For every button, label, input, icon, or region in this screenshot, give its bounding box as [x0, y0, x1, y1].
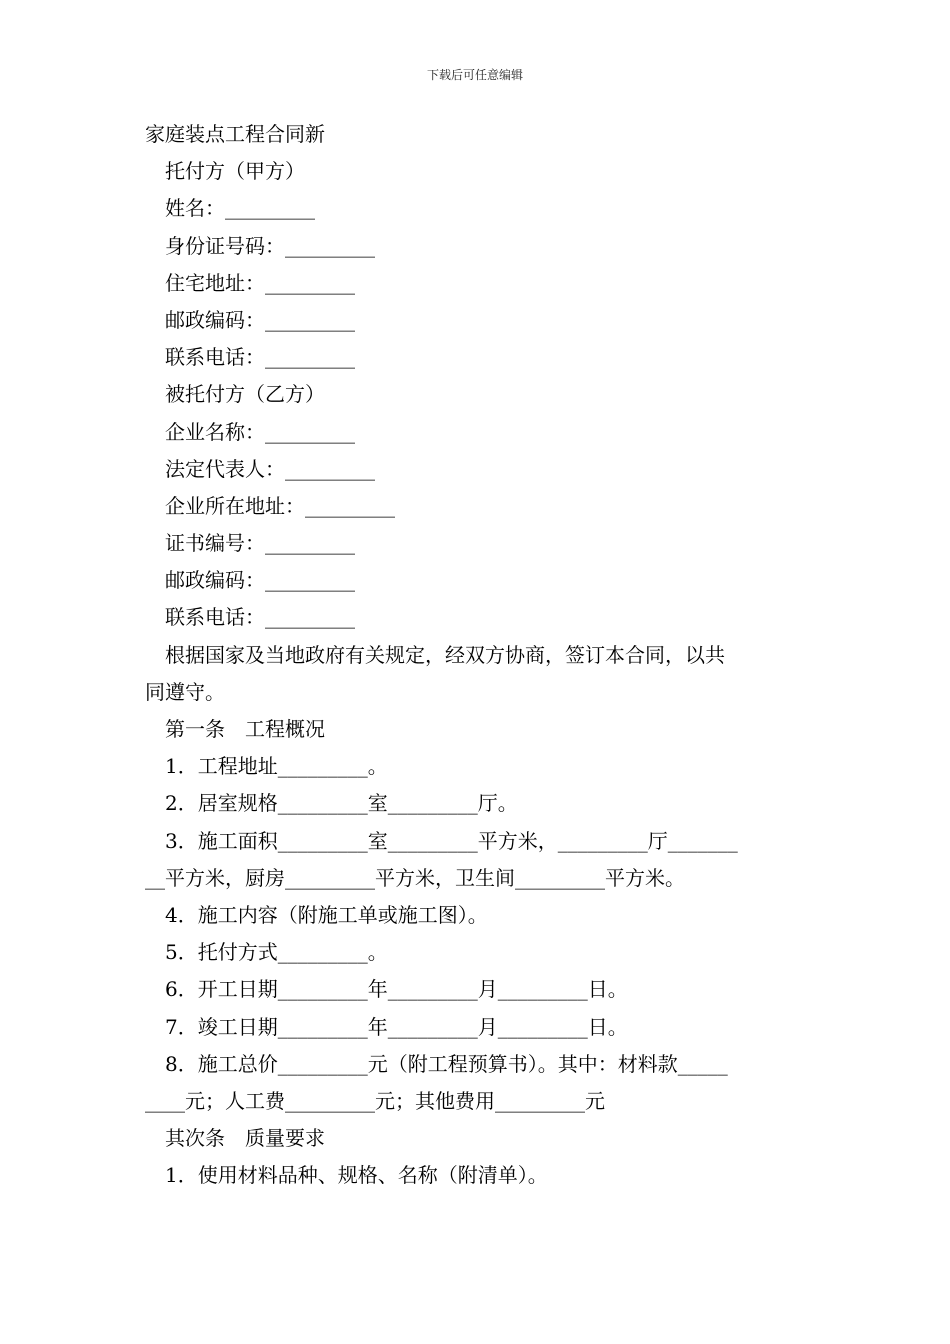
article-1-item-continued: ____元；人工费_________元；其他费用_________元	[145, 1088, 605, 1113]
party-a-id-field: 身份证号码：_________	[165, 233, 375, 258]
party-a-heading: 托付方（甲方）	[165, 159, 305, 184]
preamble-line-2: 同遵守。	[145, 679, 225, 704]
article-1-item: 7．竣工日期_________年_________月_________日。	[165, 1014, 628, 1039]
article-2-item: 1．使用材料品种、规格、名称（附清单）。	[165, 1163, 548, 1188]
article-1-item: 1．工程地址_________。	[165, 754, 388, 779]
article-1-item: 4．施工内容（附施工单或施工图）。	[165, 902, 488, 927]
party-b-postcode-field: 邮政编码：_________	[165, 568, 355, 593]
article-2-heading: 其次条 质量要求	[165, 1126, 325, 1151]
party-b-company-field: 企业名称：_________	[165, 419, 355, 444]
contract-body	[145, 116, 810, 1194]
article-1-item: 8．施工总价_________元（附工程预算书）。其中：材料款_____	[165, 1051, 728, 1076]
article-1-item: 5．托付方式_________。	[165, 940, 388, 965]
article-1-heading: 第一条 工程概况	[165, 717, 325, 741]
party-b-certificate-field: 证书编号：_________	[165, 531, 355, 556]
page-header: 下载后可任意编辑	[426, 68, 523, 82]
article-1-item-continued: __平方米，厨房_________平方米，卫生间_________平方米。	[145, 865, 685, 890]
party-b-address-field: 企业所在地址：_________	[165, 493, 395, 518]
party-a-phone-field: 联系电话：_________	[165, 345, 355, 370]
article-1-item: 6．开工日期_________年_________月_________日。	[165, 977, 628, 1002]
party-a-name-field: 姓名：_________	[165, 196, 315, 221]
document-title: 家庭装点工程合同新	[145, 122, 325, 146]
article-1-item: 2．居室规格_________室_________厅。	[165, 791, 518, 816]
article-1-item: 3．施工面积_________室_________平方米，_________厅_______	[165, 828, 738, 853]
party-a-postcode-field: 邮政编码：_________	[165, 307, 355, 332]
party-a-address-field: 住宅地址：_________	[165, 270, 355, 295]
party-b-phone-field: 联系电话：_________	[165, 605, 355, 630]
preamble-line-1: 根据国家及当地政府有关规定，经双方协商，签订本合同，以共	[165, 642, 725, 667]
party-b-heading: 被托付方（乙方）	[165, 382, 325, 407]
party-b-representative-field: 法定代表人：_________	[165, 456, 375, 481]
